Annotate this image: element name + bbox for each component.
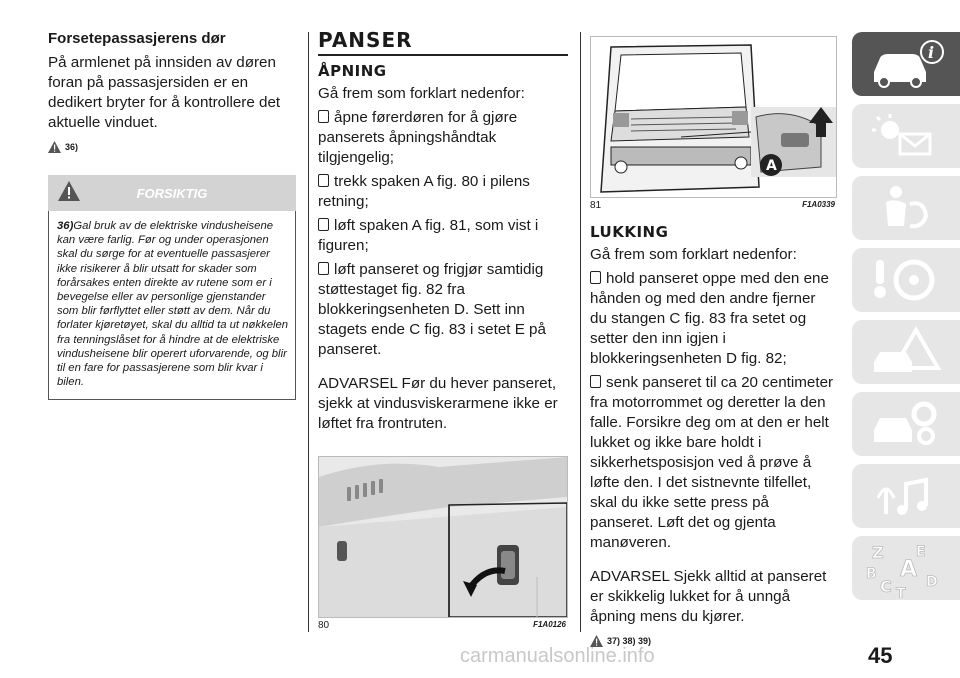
svg-text:i: i xyxy=(928,43,935,62)
caution-title: FORSIKTIG xyxy=(136,186,208,201)
step: trekk spaken A fig. 80 i pilens retning; xyxy=(318,173,530,210)
caution-body: 36)Gal bruk av de elektriske vindusheisene kan være farlig. Før og under operasjonen skal du sørge for at eventuelle passasjerer ikke risikerer å blir utsatt for skader som forårsakes enten direkte av rutene som er i bevegelse eller av personlige gjenstander som blir førflyttet eller støtt av dem. Når du forlater kjøretøyet, skal du alltid ta ut nøkkelen fra tenningslåset for å hindre at de elektriske vindusheisene blir operert uforvarende, og blir til en fare for passasjerene som blir kvar i bilen. xyxy=(48,211,296,400)
title-rule xyxy=(318,54,568,56)
step: hold panseret oppe med den ene hånden og med den andre fjerner du stangen C fig. 83 fra setet og setter den inn igjen i blokkeringsenheten D fig. 82; xyxy=(590,270,829,367)
column-1 xyxy=(48,0,296,400)
index-icon xyxy=(866,542,946,598)
column-divider xyxy=(580,32,581,632)
car-info-icon xyxy=(866,38,946,90)
column-3 xyxy=(590,0,835,647)
figure-code: F1A0339 xyxy=(802,200,835,209)
section-title: PANSER xyxy=(318,28,413,52)
checkbox-icon xyxy=(318,110,329,123)
watermark: carmanualsonline.info xyxy=(460,645,655,667)
svg-text:C: C xyxy=(880,577,892,596)
step: åpne førerdøren for å gjøre panserets åpningshåndtak tilgjengelig; xyxy=(318,109,518,166)
figure-81 xyxy=(590,36,837,198)
warning-icon xyxy=(48,141,61,153)
svg-text:B: B xyxy=(866,566,877,582)
checkbox-icon xyxy=(318,262,329,275)
reference: 36) xyxy=(48,141,296,153)
figure-80 xyxy=(318,456,568,618)
checkbox-icon xyxy=(318,174,329,187)
warning-text: ADVARSEL Sjekk alltid at panseret er skikkelig lukket for å unngå åpning mens du kjører. xyxy=(590,568,827,625)
figure-label: A xyxy=(766,158,777,174)
safety-airbag-icon xyxy=(866,182,946,234)
dashboard-lights-icon xyxy=(866,110,946,162)
reference: 37) 38) 39) xyxy=(590,635,835,647)
multimedia-icon xyxy=(866,470,946,522)
column-divider xyxy=(308,32,309,632)
subsection-title: ÅPNING xyxy=(318,62,387,80)
checkbox-icon xyxy=(590,271,601,284)
svg-text:D: D xyxy=(926,574,938,590)
svg-text:E: E xyxy=(916,544,926,560)
tab-starting-driving[interactable] xyxy=(852,248,960,312)
figure-number: 81 xyxy=(590,200,602,211)
tab-index[interactable] xyxy=(852,536,960,600)
maintenance-icon xyxy=(866,398,946,450)
paragraph: På armlenet på innsiden av døren foran på passasjersiden er en dedikert bryter for å kontrollere det aktuelle vinduet. xyxy=(48,54,281,131)
step: løft spaken A fig. 81, som vist i figuren; xyxy=(318,217,539,254)
tab-safety[interactable] xyxy=(852,176,960,240)
subsection-title: LUKKING xyxy=(590,223,669,241)
caution-text: Gal bruk av de elektriske vindusheisene kan være farlig. Før og under operasjonen skal du sørge for at eventuelle passasjerer ikke risikerer å blir utsatt for skader som forårsakes enten direkte av rutene som er i bevegelse eller av personlige gjenstander som blir førflyttet eller støtt av dem. Når du forlater kjøretøyet, skal du alltid ta ut nøkkelen fra tenningslåset for å hindre at de elektriske vindusheisene blir operert uforvarende, og blir til en fare for passasjerene som blir kvar i bilen. xyxy=(57,220,289,389)
svg-text:Z: Z xyxy=(872,543,884,562)
tab-emergency[interactable] xyxy=(852,320,960,384)
starting-driving-icon xyxy=(866,254,946,306)
step: løft panseret og frigjør samtidig støttestaget fig. 82 fra blokkeringsenheten D. Sett inn stagets ende C fig. 83 i setet E på panseret. xyxy=(318,261,546,358)
figure-caption xyxy=(590,200,835,211)
column-2 xyxy=(318,0,568,631)
figure-code: F1A0126 xyxy=(533,620,566,629)
checkbox-icon xyxy=(318,218,329,231)
checkbox-icon xyxy=(590,375,601,388)
section-heading: Forsetepassasjerens dør xyxy=(48,30,226,47)
svg-text:A: A xyxy=(900,557,918,582)
van-front-illustration xyxy=(591,37,836,197)
tab-dashboard-lights[interactable] xyxy=(852,104,960,168)
figure-number: 80 xyxy=(318,620,330,631)
tab-maintenance[interactable] xyxy=(852,392,960,456)
figure-caption xyxy=(318,620,566,631)
page-number: 45 xyxy=(868,643,893,668)
caution-header xyxy=(48,175,296,211)
step: senk panseret til ca 20 centimeter fra motorrommet og deretter la den falle. Forsikre deg om at den er helt lukket og ikke bare holdt i sikkerhetsposisjon ved å prøve å løfte den. I det sistnevnte tilfellet, skal du ikke sette press på panseret. Løft det og gjenta manøveren. xyxy=(590,374,834,551)
tab-car-info[interactable] xyxy=(852,32,960,96)
warning-text: ADVARSEL Før du hever panseret, sjekk at vindusviskerarmene ikke er løftet fra frontruten. xyxy=(318,375,558,432)
intro-text: Gå frem som forklart nedenfor: xyxy=(590,246,797,263)
svg-text:T: T xyxy=(896,586,906,598)
tab-multimedia[interactable] xyxy=(852,464,960,528)
emergency-icon xyxy=(866,326,946,378)
hood-release-lever-illustration xyxy=(319,457,567,617)
intro-text: Gå frem som forklart nedenfor: xyxy=(318,85,525,102)
